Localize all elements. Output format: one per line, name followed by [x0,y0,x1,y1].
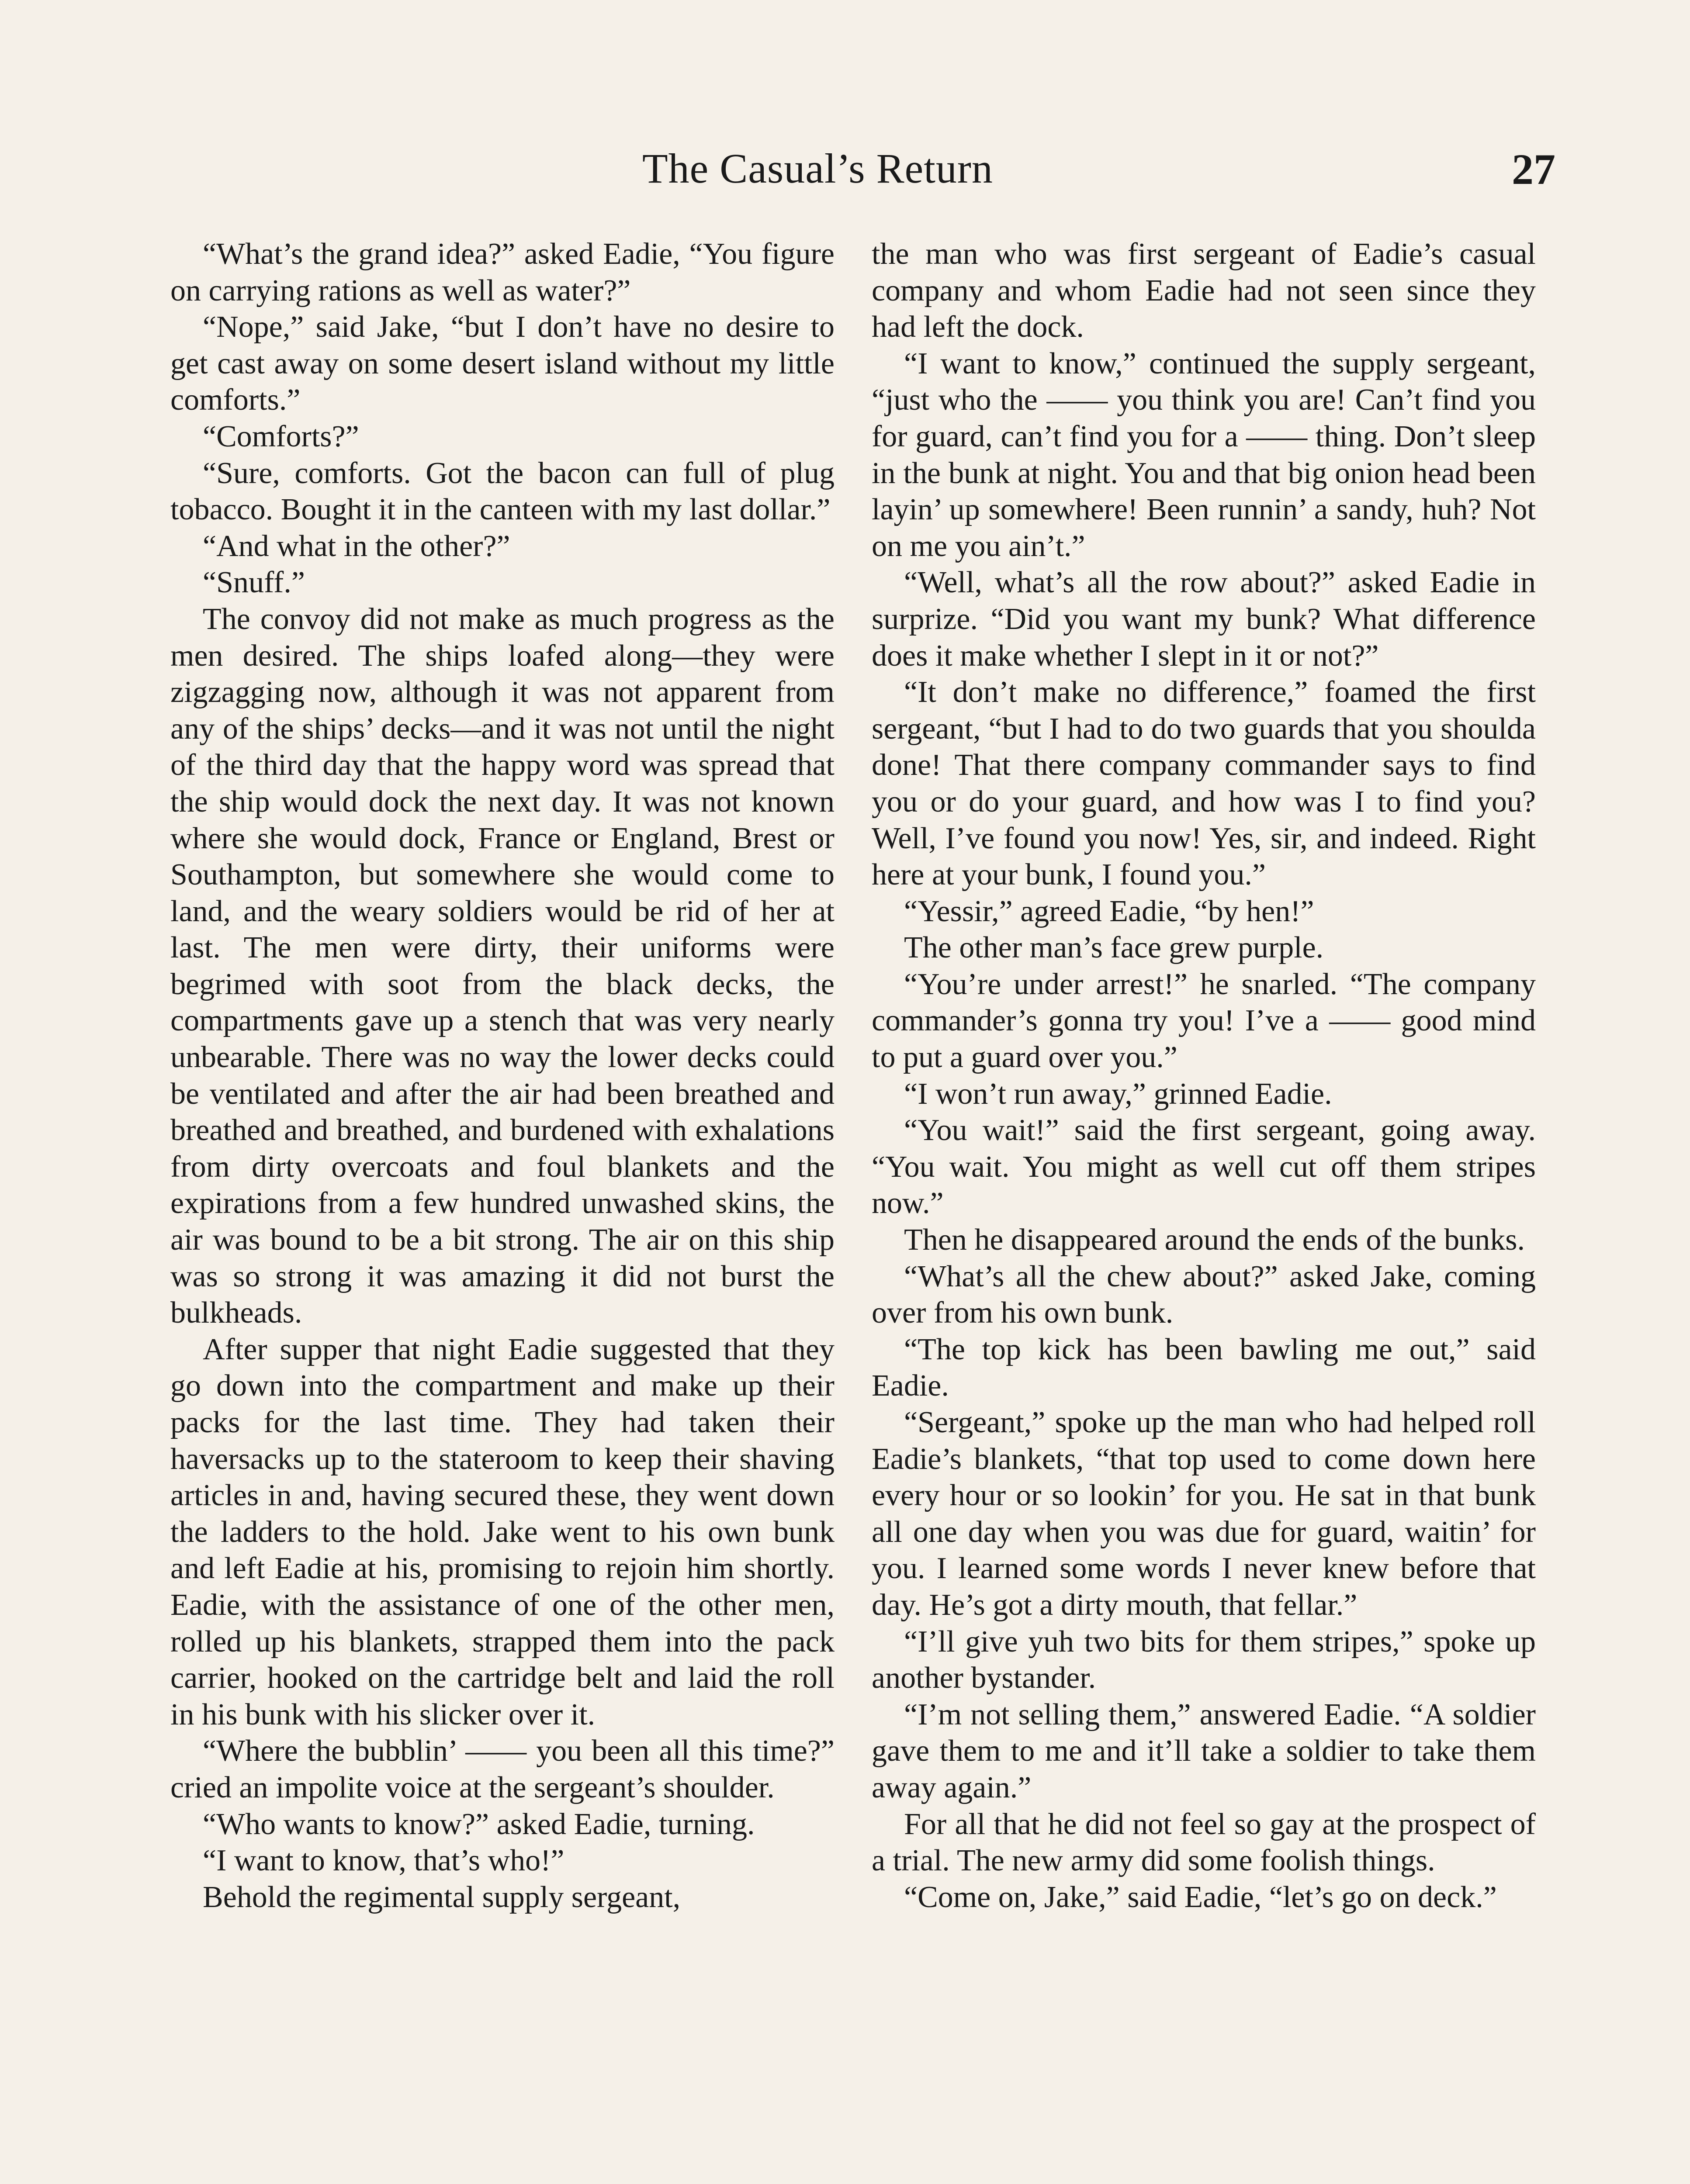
paragraph: The other man’s face grew purple. [904,931,1324,965]
paragraph: “Well, what’s all the row about?” asked Eadie in surprize. “Did you want my bunk? What difference does it make whether I slept in it or not?” [872,566,1536,673]
paragraph: “I’m not selling them,” answered Eadie. “A soldier gave them to me and it’ll take a soldier to take them away again.” [872,1697,1536,1804]
paragraph: “What’s the grand idea?” asked Eadie, “You figure on carrying rations as well as water?” [170,237,835,308]
paragraph: “And what in the other?” [203,529,510,563]
paragraph: “The top kick has been bawling me out,” said Eadie. [872,1332,1536,1403]
paragraph: “You wait!” said the first sergeant, going away. “You wait. You might as well cut off them stripes now.” [872,1113,1536,1220]
paragraph: “Snuff.” [203,566,305,600]
paragraph: “You’re under arrest!” he snarled. “The company commander’s gonna try you! I’ve a —— good mind to put a guard over you.” [872,967,1536,1075]
paragraph: “What’s all the chew about?” asked Jake, coming over from his own bunk. [872,1259,1536,1330]
paragraph: After supper that night Eadie suggested that they go down into the compartment and make up their packs for the last time. They had taken their haversacks up to the stateroom to keep their shaving articles in and, having secured these, they went down the ladders to the hold. Jake went to his own bunk and left Eadie at his, promising to rejoin him shortly. Eadie, with the assistance of one of the other men, rolled up his blankets, strapped them into the pack carrier, hooked on the cartridge belt and laid the roll in his bunk with his slicker over it. [170,1332,835,1731]
paragraph: Behold the regimental supply sergeant, [203,1880,681,1914]
paragraph: “Comforts?” [203,419,359,453]
paragraph: For all that he did not feel so gay at the prospect of a trial. The new army did some foolish things. [872,1807,1536,1878]
paragraph: “Sergeant,” spoke up the man who had helped roll Eadie’s blankets, “that top used to come down here every hour or so lookin’ for you. He sat in that bunk all one day when you was due for guard, waitin’ for you. I learned some words I never knew before that day. He’s got a dirty mouth, that fellar.” [872,1406,1536,1622]
right-column [872,236,1536,1915]
paragraph: “I want to know,” continued the supply sergeant, “just who the —— you think you are! Can’t find you for guard, can’t find you for a —— thing. Don’t sleep in the bunk at night. You and that big onion head been layin’ up somewhere! Been runnin’ a sandy, huh? Not on me you ain’t.” [872,346,1536,563]
paragraph: “Nope,” said Jake, “but I don’t have no desire to get cast away on some desert island without my little comforts.” [170,310,835,417]
paragraph: Then he disappeared around the ends of the bunks. [904,1223,1525,1257]
paragraph: “I won’t run away,” grinned Eadie. [904,1077,1332,1111]
paragraph: “Yessir,” agreed Eadie, “by hen!” [904,894,1314,928]
paragraph: The convoy did not make as much progress as the men desired. The ships loafed along—they were zigzagging now, although it was not apparent from any of the ships’ decks—and it was not until the night of the third day that the happy word was spread that the ship would dock the next day. It was not known where she would dock, France or England, Brest or Southampton, but somewhere she would come to land, and the weary soldiers would be rid of her at last. The men were dirty, their uniforms were begrimed with soot from the black decks, the compartments gave up a stench that was very nearly unbearable. There was no way the lower decks could be ventilated and after the air had been breathed and breathed and breathed, and burdened with exhalations from dirty overcoats and foul blankets and the expirations from a few hundred unwashed skins, the air was bound to be a bit strong. The air on this ship was so strong it was amazing it did not burst the bulkheads. [170,602,835,1330]
paragraph: “It don’t make no difference,” foamed the first sergeant, “but I had to do two guards that you shoulda done! That there company commander says to find you or do your guard, and how was I to find you? Well, I’ve found you now! Yes, sir, and indeed. Right here at your bunk, I found you.” [872,675,1536,892]
paragraph: “I want to know, that’s who!” [203,1844,564,1878]
paragraph: “Sure, comforts. Got the bacon can full of plug tobacco. Bought it in the canteen with my last dollar.” [170,456,835,527]
page-number: 27 [1512,145,1555,194]
paragraph-continuation: the man who was first sergeant of Eadie’s casual company and whom Eadie had not seen since they had left the dock. [872,237,1536,344]
paragraph: “I’ll give yuh two bits for them stripes,” spoke up another bystander. [872,1624,1536,1695]
left-column [170,236,835,1915]
page-header [0,144,1690,201]
paragraph: “Come on, Jake,” said Eadie, “let’s go on deck.” [904,1880,1497,1914]
paragraph: “Who wants to know?” asked Eadie, turning. [203,1807,755,1841]
paragraph: “Where the bubblin’ —— you been all this time?” cried an impolite voice at the sergeant’s shoulder. [170,1734,835,1804]
running-title: The Casual’s Return [642,145,993,192]
